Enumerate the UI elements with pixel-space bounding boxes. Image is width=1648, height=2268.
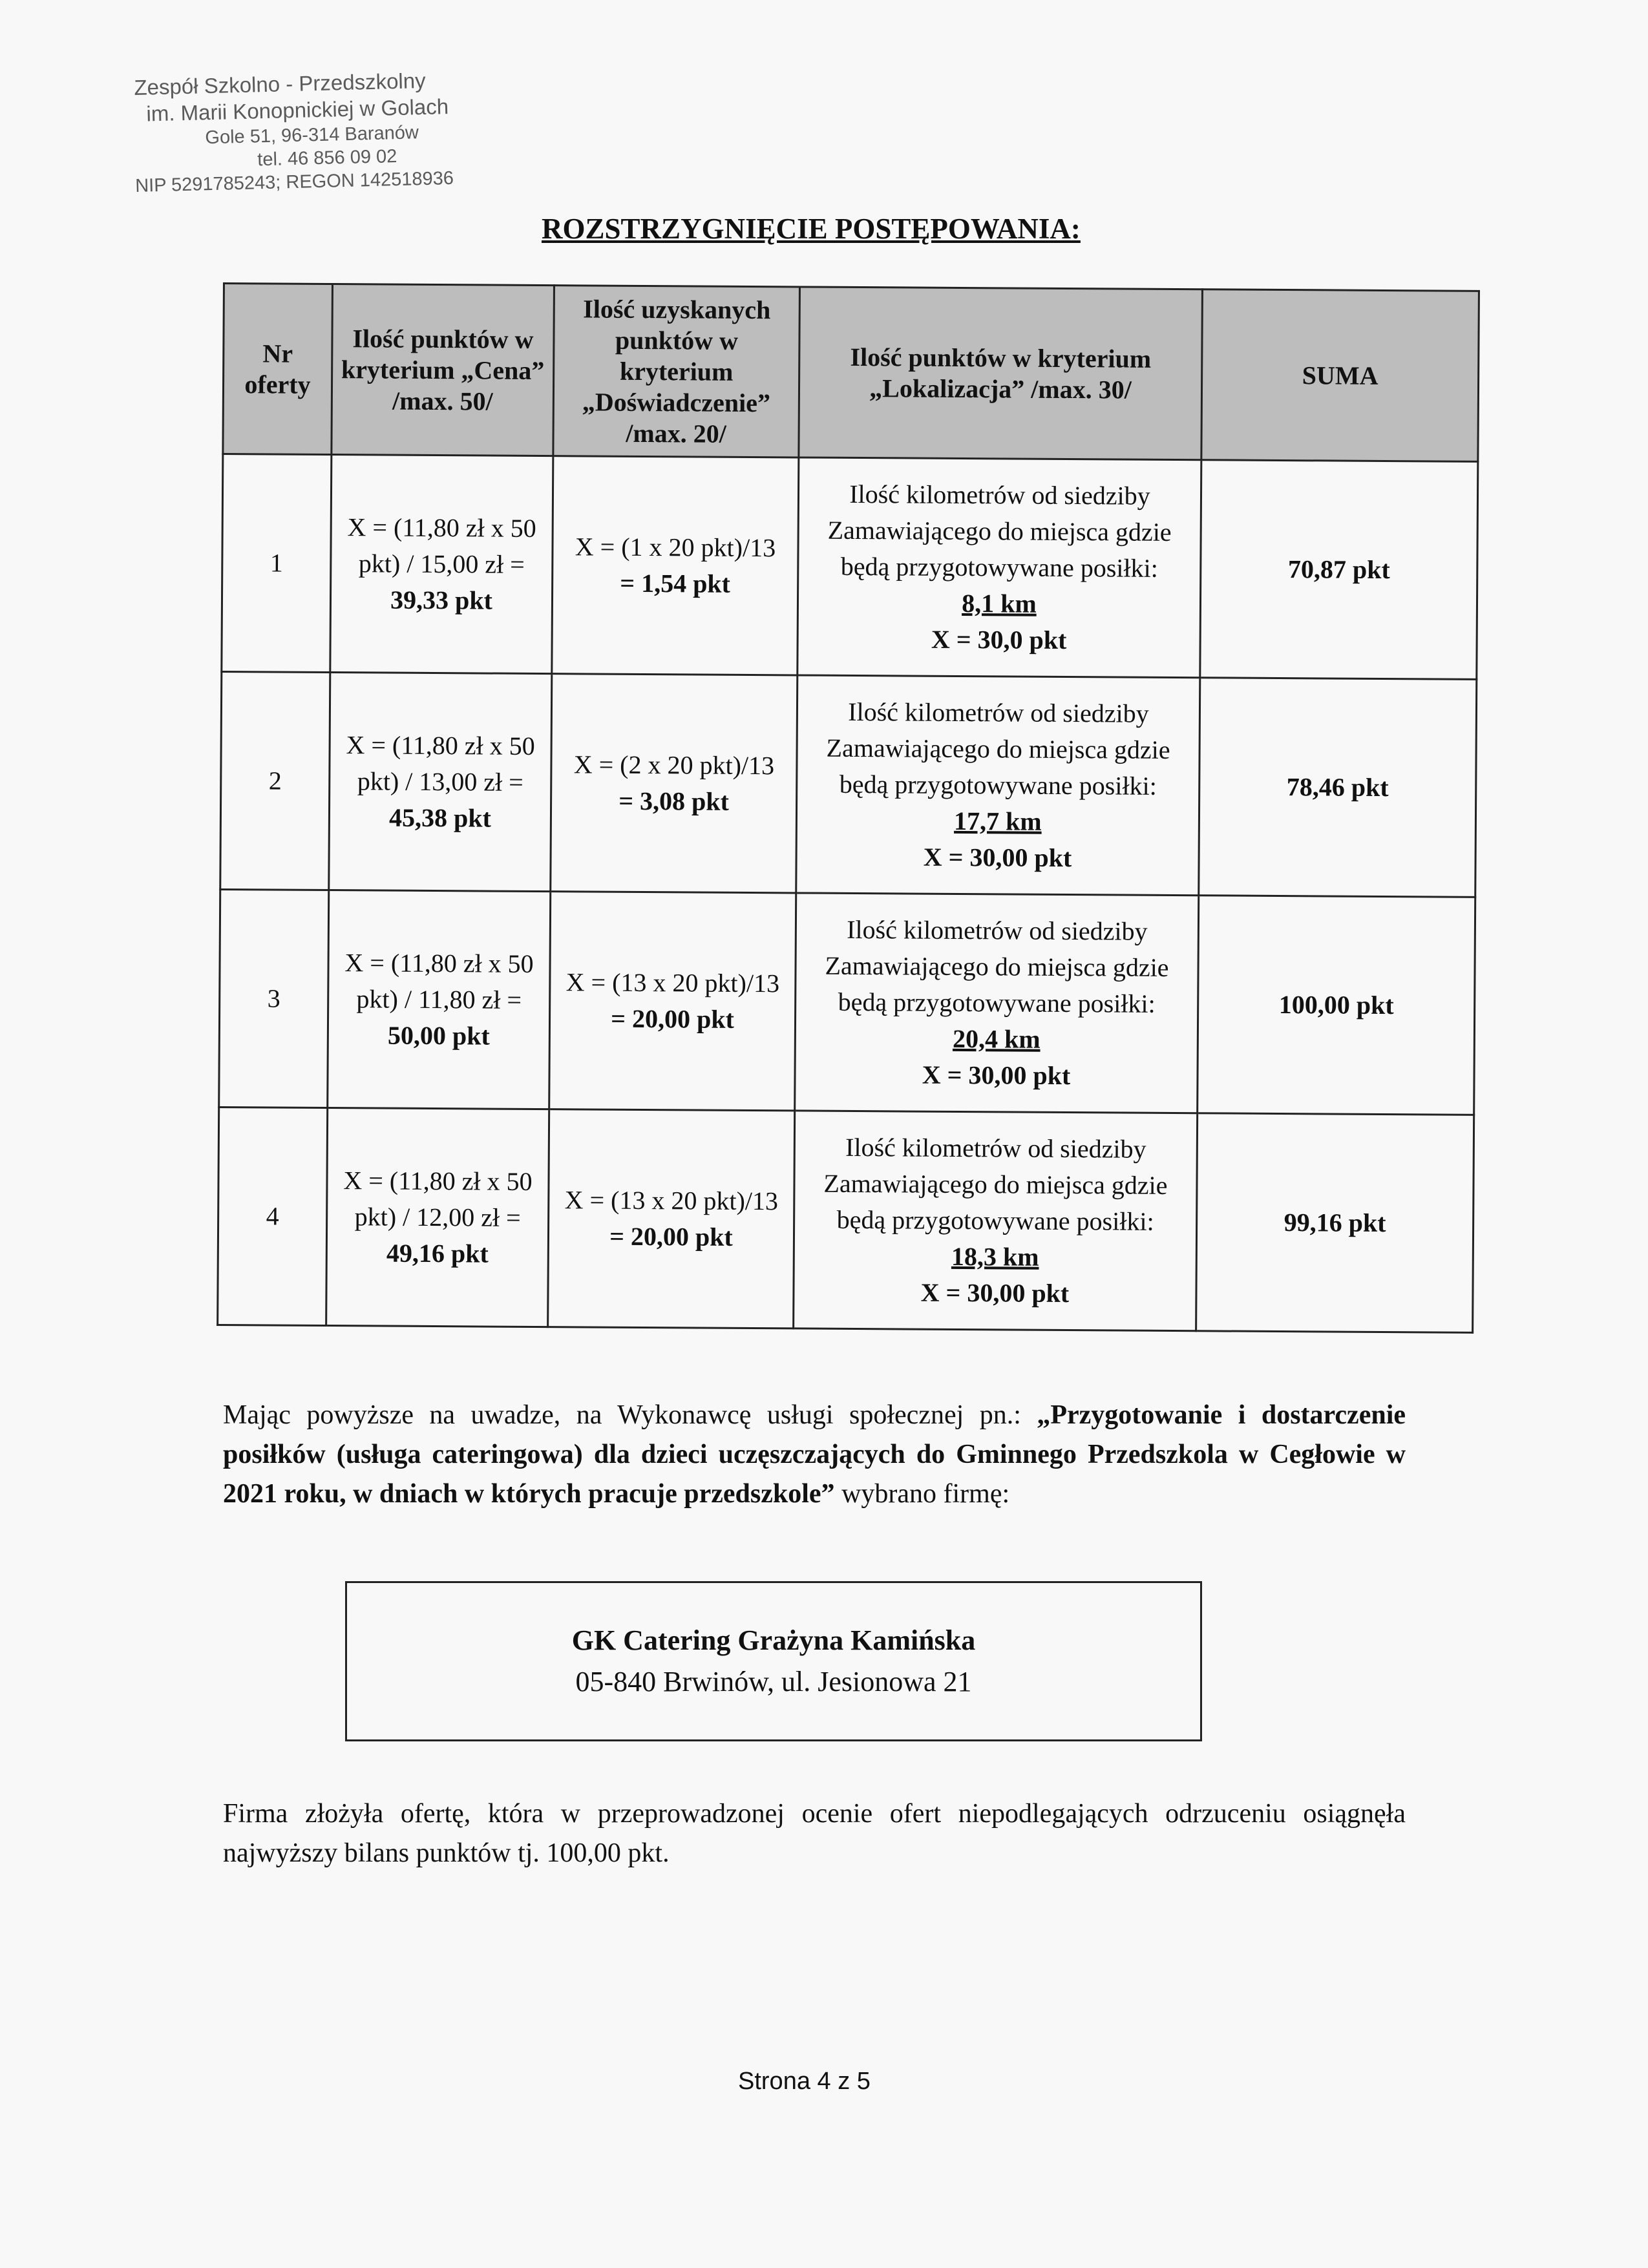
dosw-result: = 20,00 pkt	[611, 1003, 734, 1034]
km-value: 18,3 km	[951, 1241, 1039, 1272]
decision-paragraph	[223, 1396, 1406, 1514]
header-nr: Nr oferty	[223, 284, 333, 455]
km-value: 8,1 km	[962, 588, 1037, 618]
stamp-line: Zespół Szkolno - Przedszkolny	[134, 68, 427, 100]
company-stamp	[132, 67, 454, 198]
stamp-line: Gole 51, 96-314 Baranów	[205, 121, 419, 148]
stamp-line: NIP 5291785243; REGON 142518936	[134, 167, 454, 196]
km-value: 17,7 km	[953, 806, 1042, 836]
cena-cell	[329, 673, 552, 892]
stamp-line: im. Marii Konopnickiej w Golach	[146, 94, 449, 126]
cena-result: 50,00 pkt	[387, 1020, 490, 1051]
header-suma: SUMA	[1201, 289, 1479, 462]
page-number: Strona 4 z 5	[738, 2068, 871, 2095]
dosw-formula: X = (13 x 20 pkt)/13	[564, 1185, 779, 1216]
decision-outro: wybrano firmę:	[834, 1478, 1010, 1509]
dosw-result: = 20,00 pkt	[609, 1221, 733, 1252]
offer-number: 1	[222, 454, 332, 673]
table-row	[222, 454, 1478, 680]
lokalizacja-cell	[795, 893, 1199, 1113]
header-doswiadczenie: Ilość uzyskanych punktów w kryterium „Doświadczenie” /max. 20/	[553, 286, 800, 457]
doswiadczenie-cell	[548, 1109, 795, 1328]
doswiadczenie-cell	[551, 674, 798, 893]
cena-cell	[330, 455, 553, 674]
suma-cell: 78,46 pkt	[1199, 678, 1477, 898]
cena-result: 45,38 pkt	[388, 803, 491, 833]
lok-result: X = 30,00 pkt	[923, 842, 1072, 873]
lokalizacja-cell	[798, 457, 1201, 678]
lok-description: Ilość kilometrów od siedziby Zamawiającego do miejsca gdzie będą przygotowywane posiłki:	[825, 914, 1169, 1018]
stamp-line: tel. 46 856 09 02	[257, 145, 397, 171]
doswiadczenie-cell	[552, 456, 799, 675]
lok-result: X = 30,0 pkt	[931, 624, 1067, 655]
table-row	[218, 1107, 1474, 1332]
lok-result: X = 30,00 pkt	[920, 1277, 1070, 1308]
dosw-result: = 1,54 pkt	[620, 568, 731, 598]
lok-description: Ilość kilometrów od siedziby Zamawiającego do miejsca gdzie będą przygotowywane posiłki:	[823, 1132, 1168, 1236]
cena-formula: X = (11,80 zł x 50 pkt) / 15,00 zł =	[347, 512, 536, 579]
cena-cell	[328, 890, 551, 1109]
cena-result: 39,33 pkt	[390, 585, 493, 615]
doswiadczenie-cell	[549, 892, 796, 1111]
cena-formula: X = (11,80 zł x 50 pkt) / 13,00 zł =	[346, 730, 535, 797]
suma-cell: 70,87 pkt	[1200, 460, 1478, 680]
service-name: „Przygotowanie i dostarczenie posiłków (usługa cateringowa) dla dzieci uczęszczających do Gminnego Przedszkola w Cegłowie w 2021 roku, w dniach w których pracuje przedszkole”	[223, 1400, 1406, 1509]
dosw-formula: X = (13 x 20 pkt)/13	[565, 967, 780, 998]
dosw-formula: X = (1 x 20 pkt)/13	[575, 532, 776, 563]
table-header-row	[223, 284, 1479, 462]
offer-number: 2	[220, 671, 330, 890]
header-lokalizacja: Ilość punktów w kryterium „Lokalizacja” /max. 30/	[799, 287, 1203, 460]
cena-cell	[326, 1108, 549, 1327]
lokalizacja-cell	[794, 1111, 1198, 1331]
offer-number: 3	[219, 889, 329, 1108]
km-value: 20,4 km	[952, 1024, 1041, 1054]
suma-cell: 100,00 pkt	[1198, 896, 1475, 1115]
suma-cell: 99,16 pkt	[1196, 1113, 1474, 1333]
summary-paragraph: Firma złożyła ofertę, która w przeprowadzonej ocenie ofert niepodlegających odrzuceniu osiągnęła najwyższy bilans punktów tj. 100,00 pkt.	[223, 1799, 1406, 1868]
lokalizacja-cell	[796, 675, 1200, 896]
cena-result: 49,16 pkt	[386, 1238, 489, 1268]
lok-result: X = 30,00 pkt	[922, 1060, 1071, 1091]
table-row	[220, 671, 1477, 897]
page-title: ROZSTRZYGNIĘCIE POSTĘPOWANIA:	[542, 213, 1081, 245]
cena-formula: X = (11,80 zł x 50 pkt) / 12,00 zł =	[343, 1166, 533, 1232]
table-row	[219, 889, 1475, 1115]
winner-name: GK Catering Grażyna Kamińska	[571, 1624, 976, 1657]
offer-number: 4	[218, 1107, 328, 1325]
header-cena: Ilość punktów w kryterium „Cena” /max. 50/	[332, 284, 555, 456]
winner-address: 05-840 Brwinów, ul. Jesionowa 21	[575, 1666, 972, 1697]
winner-box	[345, 1581, 1202, 1741]
cena-formula: X = (11,80 zł x 50 pkt) / 11,80 zł =	[344, 948, 534, 1014]
decision-intro: Mając powyższe na uwadze, na Wykonawcę usługi społecznej pn.:	[223, 1400, 1037, 1430]
dosw-formula: X = (2 x 20 pkt)/13	[573, 750, 775, 781]
results-table	[217, 282, 1480, 1334]
lok-description: Ilość kilometrów od siedziby Zamawiającego do miejsca gdzie będą przygotowywane posiłki:	[827, 479, 1172, 583]
lok-description: Ilość kilometrów od siedziby Zamawiającego do miejsca gdzie będą przygotowywane posiłki:	[826, 697, 1170, 801]
dosw-result: = 3,08 pkt	[618, 786, 730, 816]
